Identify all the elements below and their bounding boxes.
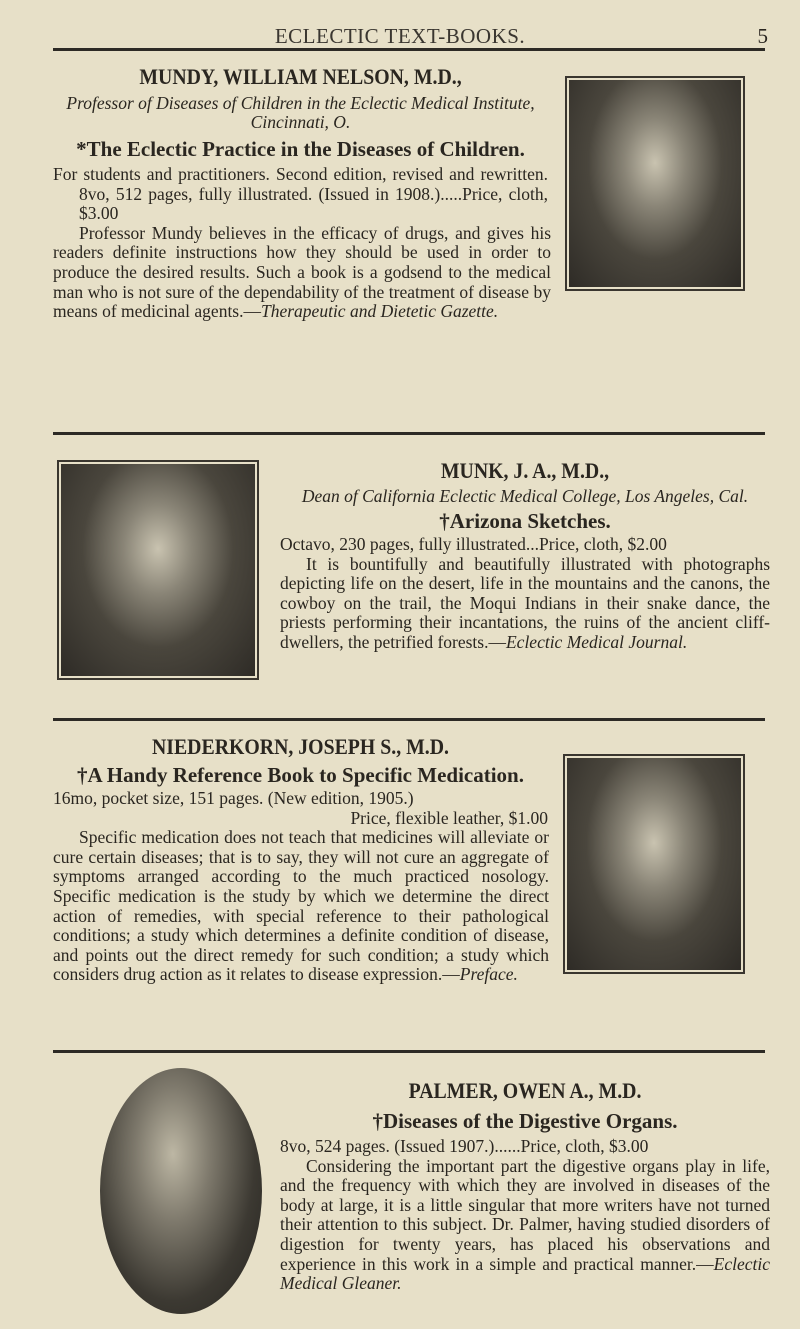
divider	[53, 432, 765, 435]
book-details: Octavo, 230 pages, fully illustrated...Price, cloth, $2.00	[280, 534, 667, 554]
entry-palmer	[280, 1078, 770, 1294]
review-text: Professor Mundy believes in the efficacy of drugs, and gives his readers definite instructions how they should be used in order to produce the desired results. Such a book is a godsend to the medical man who is not sure of the dependability of the treatment of disease by means of medicinal agents.—	[53, 222, 551, 322]
book-price: Price, flexible leather, $1.00	[350, 807, 548, 828]
running-header: ECLECTIC TEXT-BOOKS.	[274, 24, 526, 48]
book-details: 16mo, pocket size, 151 pages. (New edition, 1905.)	[53, 788, 414, 808]
book-title: †A Handy Reference Book to Specific Medication.	[77, 763, 524, 787]
book-title: †Diseases of the Digestive Organs.	[372, 1109, 678, 1133]
divider	[53, 1050, 765, 1053]
entry-mundy	[53, 64, 765, 322]
author-name: NIEDERKORN, JOSEPH S., M.D.	[151, 734, 450, 759]
page-number: 5	[757, 24, 768, 48]
review-text: Specific medication does not teach that medicines will alleviate or cure certain diseases; that is to say, they will not cure an aggregate of symptoms arranged according to the much practiced nosology. Specific medication is the study by which we determine the direct action of remedies, with special reference to their pathological conditions; a study which determines a definite condition of disease, and points out the direct remedy for such condition; a study which considers drug action as it relates to disease expression.—	[53, 827, 549, 985]
book-details: For students and practitioners. Second edition, revised and rewritten. 8vo, 512 pages, fully illustrated. (Issued in 1908.).....Price, cloth, $3.00	[53, 164, 548, 224]
review-text: It is bountifully and beautifully illustrated with photographs depicting life on the desert, life in the mountains and the canons, the cowboy on the trail, the Moqui Indians in their snake dance, the priests performing their incantations, the ruins of the ancient cliff-dwellers, the petrified forests.—	[280, 553, 770, 652]
entry-niederkorn	[53, 734, 765, 985]
divider	[53, 718, 765, 721]
review-source: Preface.	[459, 964, 518, 985]
author-name: MUNK, J. A., M.D.,	[440, 458, 610, 483]
review-text: Considering the important part the digestive organs play in life, and the frequency with which they are involved in diseases of the body at large, it is a little singular that more writers have not turned their attention to this subject. Dr. Palmer, having studied disorders of digestion for twenty years, has placed his observations and experience in this work in a simple and practical manner.—	[280, 1155, 770, 1274]
portrait-mundy	[565, 76, 745, 291]
divider	[53, 48, 765, 51]
book-title: †Arizona Sketches.	[439, 509, 611, 533]
portrait-munk	[57, 460, 259, 680]
review-source: Therapeutic and Dietetic Gazette.	[261, 301, 499, 322]
author-affiliation: Dean of California Eclectic Medical College, Los Angeles, Cal.	[301, 486, 749, 506]
author-name: PALMER, OWEN A., M.D.	[408, 1078, 642, 1103]
entry-munk	[280, 458, 770, 653]
review-source: Eclectic Medical Gleaner.	[280, 1253, 770, 1294]
book-title: *The Eclectic Practice in the Diseases of Children.	[76, 137, 525, 161]
book-details: 8vo, 524 pages. (Issued 1907.)......Price, cloth, $3.00	[280, 1136, 649, 1156]
portrait-palmer	[100, 1068, 262, 1314]
portrait-niederkorn	[563, 754, 745, 974]
author-affiliation: Professor of Diseases of Children in the Eclectic Medical Institute, Cincinnati, O.	[66, 93, 535, 132]
review-source: Eclectic Medical Journal.	[505, 631, 688, 652]
author-name: MUNDY, WILLIAM NELSON, M.D.,	[139, 64, 462, 89]
